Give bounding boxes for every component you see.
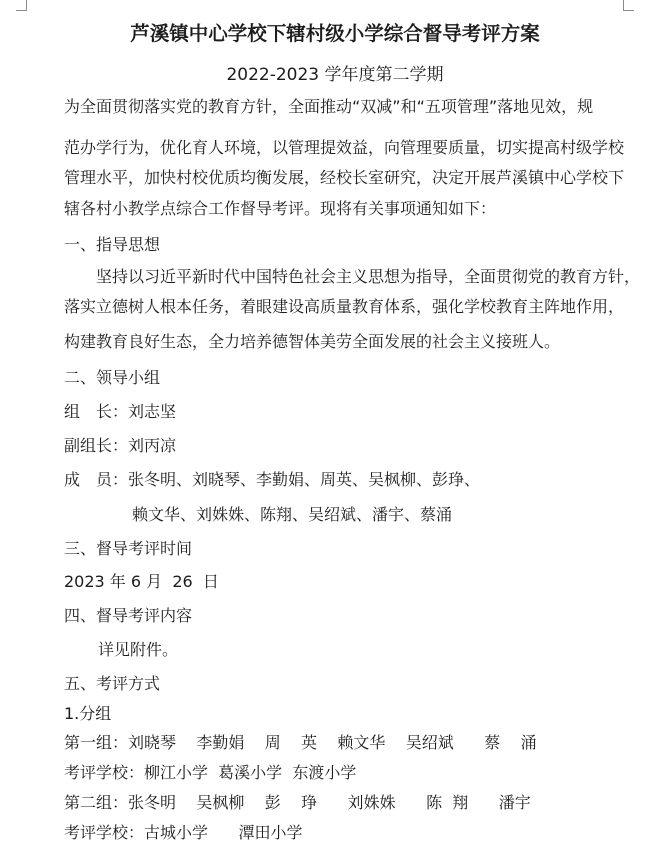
intro-line-3: 管理水平，加快村校优质均衡发展，经校长室研究，决定开展芦溪镇中心学校下	[64, 168, 625, 187]
section-3-heading: 三、督导考评时间	[64, 539, 193, 558]
section-5-heading: 五、考评方式	[64, 674, 161, 693]
document-title: 芦溪镇中心学校下辖村级小学综合督导考评方案	[130, 22, 540, 45]
section-1-heading: 一、指导思想	[64, 235, 161, 254]
section-1-line-2: 落实立德树人根本任务，着眼建设高质量教育体系，强化学校教育主阵地作用，	[64, 297, 625, 316]
group-2-schools: 考评学校：古城小学 潭田小学	[64, 823, 303, 842]
section-4-content: 详见附件。	[98, 640, 179, 659]
section-1-line-3: 构建教育良好生态，全力培养德智体美劳全面发展的社会主义接班人。	[64, 332, 561, 351]
evaluation-date: 2023 年 6 月 26 日	[64, 572, 219, 591]
members-line-1: 成 员：张冬明、刘晓琴、李勤娟、周英、吴枫柳、彭琤、	[64, 470, 481, 489]
document-subtitle: 2022-2023 学年度第二学期	[226, 65, 444, 85]
section-4-heading: 四、督导考评内容	[64, 606, 193, 625]
intro-line-1: 为全面贯彻落实党的教育方针，全面推动“双减”和“五项管理”落地见效，规	[64, 97, 594, 116]
group-1-schools: 考评学校：柳江小学 葛溪小学 东渡小学	[64, 763, 357, 782]
section-5-sub-1: 1.分组	[64, 704, 112, 723]
leader-line: 组 长：刘志坚	[64, 402, 177, 421]
group-1-members: 第一组：刘晓琴 李勤娟 周 英 赖文华 吴绍斌 蔡 涌	[64, 733, 537, 752]
section-1-line-1: 坚持以习近平新时代中国特色社会主义思想为指导，全面贯彻党的教育方针，	[96, 267, 641, 286]
page-corner-mark-right	[623, 0, 634, 11]
group-2-members: 第二组：张冬明 吴枫柳 彭 琤 刘姝姝 陈 翔 潘宇	[64, 793, 531, 812]
deputy-line: 副组长：刘丙凉	[64, 436, 177, 455]
page-corner-mark-left	[16, 0, 27, 11]
members-line-2: 赖文华、刘姝姝、陈翔、吴绍斌、潘宇、蔡涌	[132, 505, 453, 524]
intro-line-4: 辖各村小教学点综合工作督导考评。现将有关事项通知如下：	[64, 199, 497, 218]
intro-line-2: 范办学行为，优化育人环境，以管理提效益，向管理要质量，切实提高村级学校	[64, 138, 625, 157]
section-2-heading: 二、领导小组	[64, 368, 161, 387]
